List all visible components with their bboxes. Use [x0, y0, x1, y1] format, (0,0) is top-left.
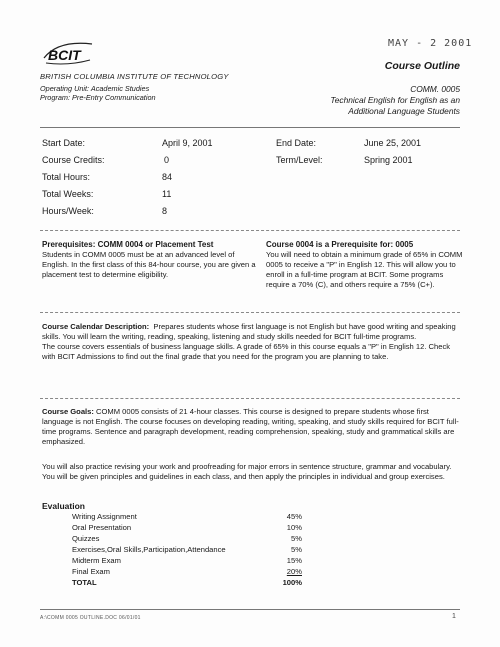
goals-body2: You will also practice revising your work and proofreading for major errors in sentence structure, grammar and vocabulary. You will be given principles and guidelines in each class, and then apply the principles in individual and group exercises. — [42, 462, 452, 481]
doc-title: Course Outline — [384, 60, 460, 72]
evaluation-total-label: TOTAL — [72, 578, 97, 587]
prerequisites-section — [42, 240, 257, 280]
prerequisite-for-section — [266, 240, 466, 290]
prerequisite-for-body: You will need to obtain a minimum grade of 65% in COMM 0005 to receive a "P" in English 12. This will allow you to enroll in a full-time program at BCIT. Some programs require a 70% (C), and others require a 75% (C+). — [266, 250, 463, 289]
course-name-line1: Technical English for English as an — [330, 95, 460, 105]
calendar-heading: Course Calendar Description: — [42, 322, 150, 331]
end-date-label: End Date: — [276, 138, 317, 148]
divider — [40, 312, 460, 313]
svg-text:BCIT: BCIT — [48, 47, 81, 63]
footer-file-info: A:\COMM 0005 OUTLINE.DOC 06/01/01 — [40, 615, 141, 621]
total-hours-label: Total Hours: — [42, 172, 91, 182]
credits-label: Course Credits: — [42, 155, 105, 165]
term-value: Spring 2001 — [364, 155, 413, 165]
received-stamp: MAY - 2 2001 — [388, 38, 473, 49]
evaluation-weight: 5% — [291, 534, 302, 543]
evaluation-total-row — [72, 578, 302, 587]
bcit-logo — [38, 38, 98, 68]
evaluation-row — [72, 545, 302, 554]
goals-heading: Course Goals: — [42, 407, 94, 416]
start-date-label: Start Date: — [42, 138, 86, 148]
program-name: Program: Pre-Entry Communication — [40, 93, 156, 102]
total-weeks-value: 11 — [162, 189, 172, 199]
prerequisite-for-heading: Course 0004 is a Prerequisite for: 0005 — [266, 240, 414, 249]
total-weeks-label: Total Weeks: — [42, 189, 94, 199]
calendar-description — [42, 322, 462, 362]
hours-week-value: 8 — [162, 206, 168, 216]
evaluation-row — [72, 567, 302, 576]
evaluation-weight: 45% — [286, 512, 302, 521]
total-hours-value: 84 — [162, 172, 173, 182]
goals-body1: COMM 0005 consists of 21 4-hour classes. This course is designed to prepare students whose first language is not English. The course focuses on developing reading, writing, speaking, and study skills required for BCIT full-time programs. Sentence and paragraph development, reading comprehension, speaking, study and grammatical skills are emphasized. — [42, 407, 459, 446]
divider — [40, 127, 460, 128]
evaluation-weight: 10% — [286, 523, 302, 532]
evaluation-item: Final Exam — [72, 567, 110, 576]
page-number: 1 — [452, 613, 456, 620]
divider — [40, 398, 460, 399]
evaluation-weight: 20% — [286, 567, 302, 576]
hours-week-label: Hours/Week: — [42, 206, 94, 216]
evaluation-item: Quizzes — [72, 534, 100, 543]
evaluation-row — [72, 556, 302, 565]
prerequisites-body: Students in COMM 0005 must be at an advanced level of English. In the first class of this 84-hour course, you are given a placement test to determine eligibility. — [42, 250, 256, 279]
evaluation-row — [72, 534, 302, 543]
divider — [40, 230, 460, 231]
prerequisites-heading: Prerequisites: COMM 0004 or Placement Test — [42, 240, 214, 249]
evaluation-weight: 5% — [291, 545, 302, 554]
evaluation-row — [72, 523, 302, 532]
calendar-body1: Prepares students whose first language is not English but have good writing and speaking skills. You will learn the writing, reading, speaking, listening and study skills needed for BCIT full-time programs. — [42, 322, 456, 341]
start-date-value: April 9, 2001 — [162, 138, 213, 148]
evaluation-item: Oral Presentation — [72, 523, 132, 532]
evaluation-item: Writing Assignment — [72, 512, 137, 521]
institution-name: BRITISH COLUMBIA INSTITUTE OF TECHNOLOGY — [40, 72, 229, 81]
evaluation-row — [72, 512, 302, 521]
evaluation-item: Exercises,Oral Skills,Participation,Attendance — [72, 545, 226, 554]
evaluation-total-value: 100% — [282, 578, 302, 587]
course-code: COMM. 0005 — [410, 84, 460, 94]
credits-value: 0 — [164, 155, 170, 165]
term-label: Term/Level: — [276, 155, 323, 165]
operating-unit-block — [40, 84, 156, 102]
evaluation-heading: Evaluation — [42, 501, 85, 511]
operating-unit: Operating Unit: Academic Studies — [40, 84, 150, 93]
end-date-value: June 25, 2001 — [364, 138, 422, 148]
course-title-block — [330, 84, 460, 117]
course-name-line2: Additional Language Students — [348, 106, 460, 116]
evaluation-item: Midterm Exam — [72, 556, 121, 565]
calendar-body2: The course covers essentials of business language skills. A grade of 65% in this course equals a "P" in English 12. Check with BCIT Admissions to find out the final grade that you need for the program you are planning to take. — [42, 342, 451, 361]
evaluation-weight: 15% — [286, 556, 302, 565]
course-goals — [42, 407, 462, 447]
footer-divider — [40, 609, 460, 610]
